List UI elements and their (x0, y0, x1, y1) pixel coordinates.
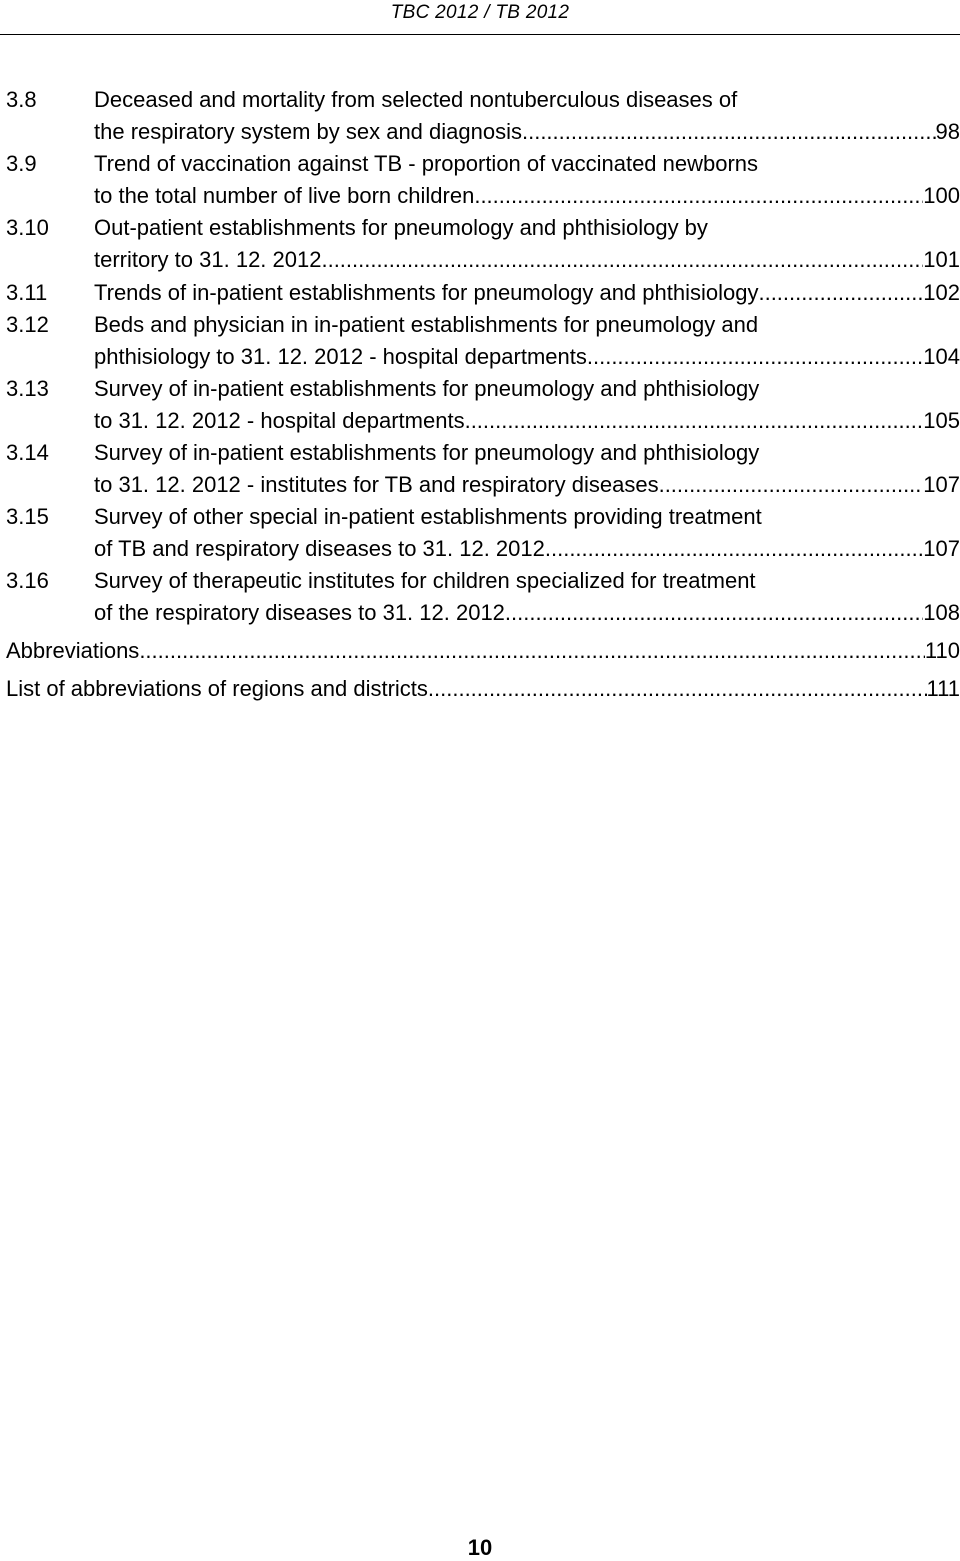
toc-entry-title-continued: of TB and respiratory diseases to 31. 12. 2012 (94, 536, 545, 561)
toc-entry-page: 107 (923, 472, 960, 497)
toc-entry-number: 3.13 (6, 376, 49, 401)
toc-entry-title-continued: territory to 31. 12. 2012 (94, 247, 322, 272)
toc-entry-page: 110 (924, 638, 960, 663)
dot-leader (522, 116, 936, 148)
toc-entry-number: 3.8 (6, 87, 37, 112)
toc-entry-title-continued: phthisiology to 31. 12. 2012 - hospital departments (94, 344, 587, 369)
toc-entry-title-continued: the respiratory system by sex and diagnosis (94, 119, 522, 144)
toc-entry-page: 108 (923, 600, 960, 625)
toc-entry-title: Trends of in-patient establishments for pneumology and phthisiology (94, 280, 759, 305)
toc-entry-title: Survey of other special in-patient establishments providing treatment (94, 504, 762, 529)
dot-leader (587, 341, 923, 373)
toc-entry-number: 3.16 (6, 568, 49, 593)
toc-entry-title: Out-patient establishments for pneumology and phthisiology by (94, 215, 708, 240)
dot-leader (758, 277, 923, 309)
dot-leader (545, 533, 923, 565)
toc-entry-page: 101 (923, 247, 960, 272)
dot-leader (659, 469, 924, 501)
dot-leader (465, 405, 924, 437)
dot-leader (428, 670, 927, 708)
toc-entry-title: List of abbreviations of regions and districts (6, 676, 428, 701)
toc-entry-title-continued: to 31. 12. 2012 - hospital departments (94, 408, 465, 433)
toc-entry-page: 102 (923, 280, 960, 305)
dot-leader (505, 597, 923, 629)
toc-entry-title: Survey of in-patient establishments for pneumology and phthisiology (94, 440, 760, 465)
running-header: TBC 2012 / TB 2012 (390, 2, 570, 23)
toc-entry-title-continued: of the respiratory diseases to 31. 12. 2012 (94, 600, 505, 625)
page-number: 10 (467, 1535, 493, 1560)
toc-entry-page: 111 (926, 676, 960, 701)
toc-entry-title-continued: to 31. 12. 2012 - institutes for TB and respiratory diseases (94, 472, 659, 497)
toc-entry-page: 104 (923, 344, 960, 369)
toc-entry-title: Abbreviations (6, 638, 140, 663)
toc-entry-title: Beds and physician in in-patient establishments for pneumology and (94, 312, 759, 337)
toc-entry-number: 3.9 (6, 151, 37, 176)
toc-entry-title: Deceased and mortality from selected nontuberculous diseases of (94, 87, 738, 112)
toc-entry-number: 3.10 (6, 215, 49, 240)
toc-entry-title: Survey of in-patient establishments for pneumology and phthisiology (94, 376, 760, 401)
toc-entry-title-continued: to the total number of live born children (94, 183, 475, 208)
toc-entry-page: 105 (923, 408, 960, 433)
toc-entry-title: Trend of vaccination against TB - proportion of vaccinated newborns (94, 151, 759, 176)
toc-entry-number: 3.11 (6, 280, 48, 305)
dot-leader (474, 180, 923, 212)
header-rule (0, 34, 960, 35)
toc-entry-number: 3.12 (6, 312, 49, 337)
dot-leader (321, 244, 923, 276)
toc-entry-number: 3.15 (6, 504, 49, 529)
toc-entry-number: 3.14 (6, 440, 49, 465)
toc-entry-page: 107 (923, 536, 960, 561)
dot-leader (139, 632, 925, 670)
toc-entry-abbreviations[interactable] (6, 632, 960, 670)
toc-entry-page: 100 (923, 183, 960, 208)
toc-entry-page: 98 (935, 119, 960, 144)
toc-entry-title: Survey of therapeutic institutes for children specialized for treatment (94, 568, 756, 593)
toc-entry-regions-districts[interactable] (6, 670, 960, 708)
